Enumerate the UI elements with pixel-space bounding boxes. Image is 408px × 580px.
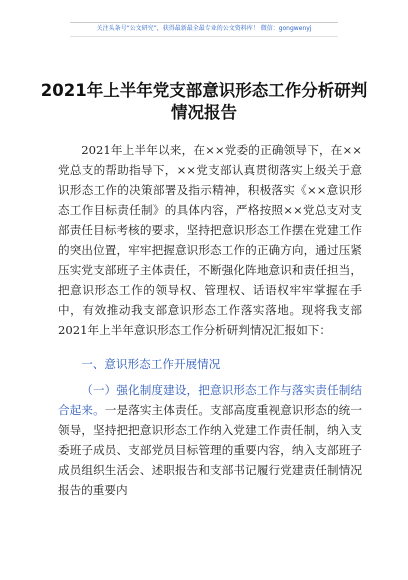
subsection-1-heading: （一）强化制度建设，把意识形态工作与落实责任制结合起来。 <box>58 383 362 417</box>
section-1-heading: 一、意识形态工作开展情况 <box>81 357 221 371</box>
intro-paragraph: 2021年上半年以来，在××党委的正确领导下，在××党总支的帮助指导下，××党支部认真贯彻落实上级关于意识形态工作的决策部署及指示精神，积极落实《××意识形态工作目标责任制》的具体内容，严格按照××党总支对支部责任目标考核的要求，坚持把意识形态工作摆在党建工作的突出位置，牢牢把握意识形态工作的正确方向，通过压紧压实党支部班子主体责任，不断强化阵地意识和责任担当，把意识形态工作的领导权、管理权、话语权牢牢掌握在手中，有效推动我支部意识形态工作落实落地。现将我支部2021年上半年意识形态工作分析研判情况汇报如下： <box>58 143 362 337</box>
subsection-1-paragraph <box>58 380 362 500</box>
document-title <box>40 80 368 124</box>
document-title-line-2: 情况报告 <box>171 103 237 122</box>
document-body <box>58 140 362 500</box>
header-bottom-rule <box>70 36 338 37</box>
header-top-rule <box>70 22 338 23</box>
subsection-1-text: 一是落实主体责任。支部高度重视意识形态的统一领导，坚持把把意识形态工作纳入党建工作责任制，纳入支委班子成员、支部党员目标管理的重要内容，纳入支部班子成员组织生活会、述职报告和支部书记履行党建责任制情况报告的重要内 <box>58 403 362 497</box>
promo-banner[interactable]: 关注头条号“公文研究”，获得最新最全最专业的公文资料库！ 微信：gongwenyj <box>96 25 312 32</box>
document-title-line-1: 2021年上半年党支部意识形态工作分析研判 <box>40 81 368 100</box>
